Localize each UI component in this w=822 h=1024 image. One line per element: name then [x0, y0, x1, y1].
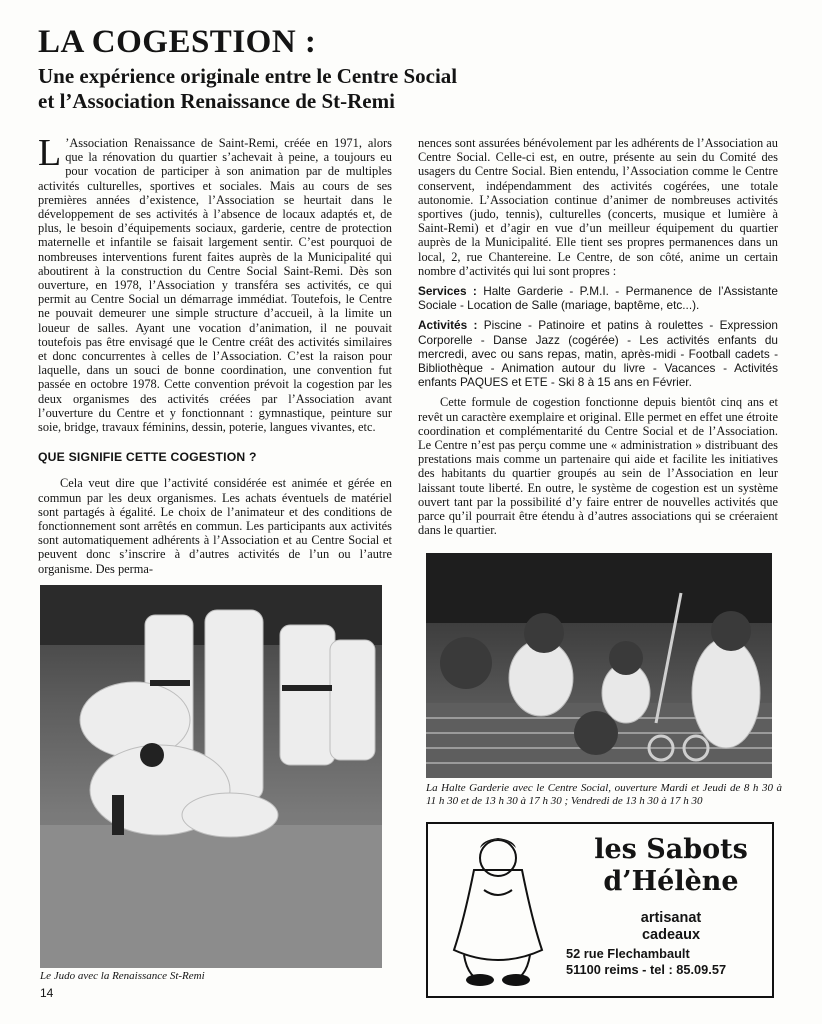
left-column — [38, 132, 392, 582]
ad-address — [566, 946, 766, 978]
activites-text: Piscine - Patinoire et patins à roulettes - Expression Corporelle - Danse Jazz (cogérée) - Les activités enfants du mercredi, avec ou sans repas, matin, après-midi - Football cadets - Bibliothèque - Animation autour du livre - Vacances - Activités enfants PAQUES et ETE - Ski 8 à 15 ans en Février. — [418, 318, 778, 390]
services-paragraph — [418, 284, 778, 312]
ad-brand-line-2: d’Hélène — [603, 866, 739, 897]
judo-photo — [40, 585, 382, 968]
judo-photo-illustration — [40, 585, 382, 968]
section-heading: QUE SIGNIFIE CETTE COGESTION ? — [38, 450, 257, 465]
subtitle-line-1: Une expérience originale entre le Centre Social — [38, 64, 458, 88]
doll-illustration — [434, 830, 562, 990]
continuation-paragraph: nences sont assurées bénévolement par les adhérents de l’Association au Centre Social. Celle-ci est, en outre, présente au sein du Comité des usagers du Centre Social. Bien entendu, l’Association comme le Centre conservent, indépendamment des activités cogérées, une totale autonomie. L’Association continue d’animer de nombreuses activités sportives (judo, tennis), culturelles (concerts, musique et lumière à Saint-Remi) et d’agir en vue d’un meilleur équipement du quartier auprès de la Municipalité. Elle tient ses propres permanences dans un local, 2, rue Chantereine. Le Centre, de son côté, anime un certain nombre d’activités qui lui sont propres : — [418, 136, 778, 278]
halte-garderie-photo-illustration — [426, 553, 772, 778]
right-column — [418, 136, 778, 543]
intro-paragraph — [38, 132, 392, 435]
intro-paragraph-text: ’Association Renaissance de Saint-Remi, créée en 1971, alors que la rénovation du quartier s’achevait à peine, a toujours eu pour vocation de participer à son animation par de multiples activités culturelles, sportives et sociales. Mais au cours de ses premières années d’existence, l’Association se heurtait dans le développement de ses activités à l’absence de locaux adaptés et, de plus, le besoin d’équipements sociaux, garderie, centre de protection maternelle et infantile se faisait largement sentir. C’est pourquoi de nombreuses interventions furent faites auprès de la Municipalité qui aboutirent à la construction du Centre Social Saint-Remi. Dès son ouverture, en 1978, l’Association y transféra ses activités, ce qui permit au Centre Social un démarrage immédiat. Toutefois, le Centre ne pouvait demeurer une simple structure d’accueil, à la limite un loueur de salles. Ayant une vocation d’animation, il ne pouvait toutefois pas être envisagé que le Centre créât des activités similaires et donc concurrentes à celles de l’Association. C’est la raison pour laquelle, dans un souci de bonne coordination, une convention fut passée en octobre 1978. Cette convention prévoit la cogestion par les deux organismes des activités créées par l’Association avant l’ouverture du Centre et y fonctionnant : gymnastique, peinture sur soie, bridge, travaux féminins, dessin, poterie, langues vivantes, etc. — [38, 136, 392, 435]
activites-paragraph — [418, 318, 778, 389]
ad-tagline — [578, 910, 764, 944]
page-number: 14 — [40, 986, 54, 1000]
advertisement-box — [426, 822, 774, 998]
subtitle-line-2: et l’Association Renaissance de St-Remi — [38, 89, 395, 113]
ad-tagline-line-2: cadeaux — [641, 927, 701, 943]
article-subtitle — [38, 64, 457, 114]
article-title: LA COGESTION : — [38, 24, 317, 60]
ad-address-street: 52 rue Flechambault — [566, 946, 690, 961]
services-text: Halte Garderie - P.M.I. - Permanence de l’Assistante Sociale - Location de Salle (mariage, baptême, etc...). — [418, 284, 778, 313]
halte-garderie-photo — [426, 553, 772, 778]
ad-brand-name — [578, 834, 764, 898]
ad-tagline-line-1: artisanat — [640, 910, 702, 926]
halte-garderie-caption: La Halte Garderie avec le Centre Social, ouverture Mardi et Jeudi de 8 h 30 à 11 h 30 et de 13 h 30 à 17 h 30 ; Vendredi de 13 h 30 à 17 h 30 — [426, 782, 782, 807]
activites-label: Activités : — [418, 318, 478, 333]
drop-cap: L — [38, 132, 62, 174]
services-label: Services : — [418, 284, 477, 299]
conclusion-paragraph: Cette formule de cogestion fonctionne depuis bientôt cinq ans et revêt un caractère exemplaire et original. Elle permet en effet une étroite coordination et complémentarité du Centre Social et de l’Association. Le Centre n’est pas perçu comme une « administration » distribuant des prestations mais comme un partenaire qui aide et facilite les initiatives des habitants du quartier groupés au sein de l’Association en leur laissant toute liberté. En outre, le système de cogestion est un système ouvert tant par la possibilité d’y faire entrer de nouvelles activités que parce qu’il pourrait être étendu à d’autres associations qui se créeraient dans le quartier. — [418, 395, 778, 538]
cogestion-paragraph: Cela veut dire que l’activité considérée est animée et gérée en commun par les deux organismes. Les achats éventuels de matériel sont partagés à égalité. Le choix de l’animateur et des conditions de fonctionnement sont arrêtés en commun. Les participants aux activités sont automatiquement adhérents à l’Association et au Centre Social et peuvent donc s’inscrire à d’autres activités de l’un ou l’autre organisme. Des perma- — [38, 476, 392, 576]
ad-brand-line-1: les Sabots — [594, 834, 748, 865]
judo-caption: Le Judo avec la Renaissance St-Remi — [40, 970, 205, 982]
ad-address-city-phone: 51100 reims - tel : 85.09.57 — [566, 962, 727, 977]
